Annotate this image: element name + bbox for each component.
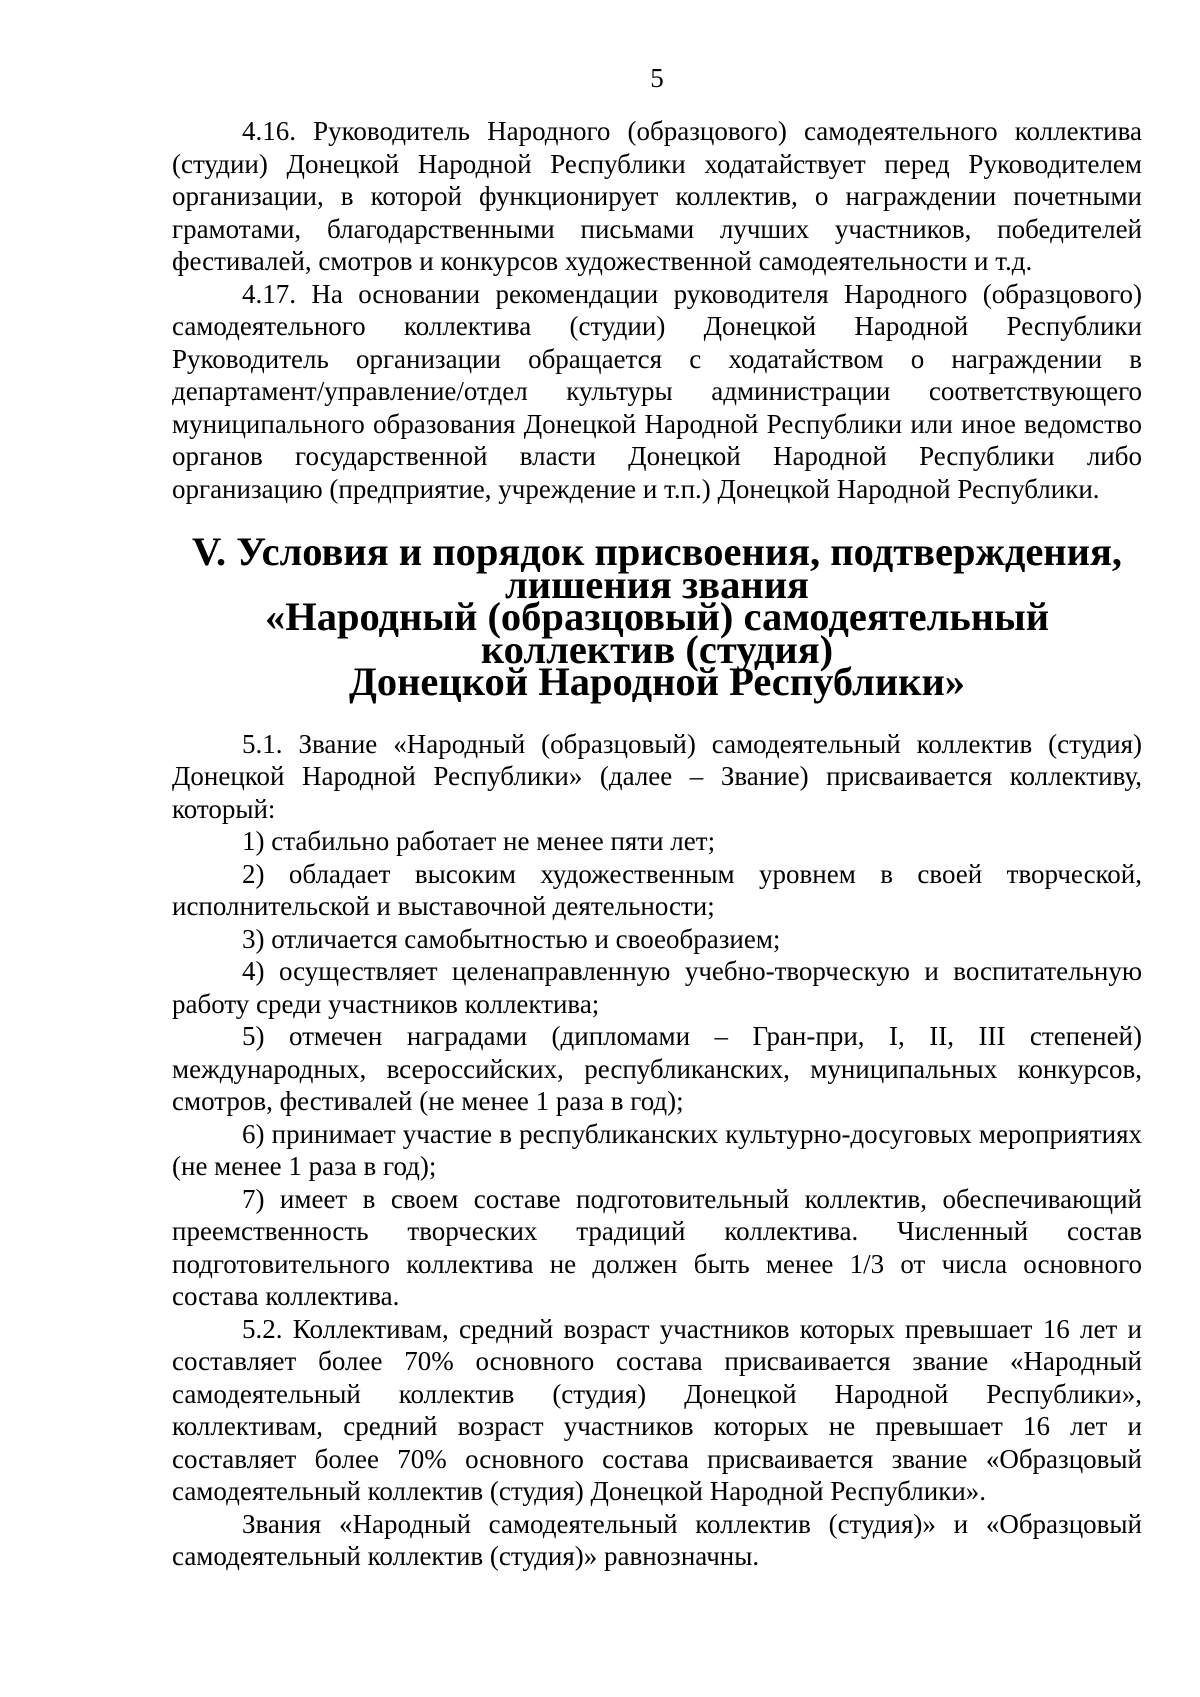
paragraph-5-2: 5.2. Коллективам, средний возраст участников которых превышает 16 лет и составляет более 70% основного состава присваивается звание «Народный самодеятельный коллектив (студия) Донецкой Народной Республики», коллективам, средний возраст участников которых не превышает 16 лет и составляет более 70% основного состава присваивается звание «Образцовый самодеятельный коллектив (студия) Донецкой Народной Республики». bbox=[172, 1313, 1142, 1506]
section-5-heading bbox=[172, 529, 1142, 704]
page-number: 5 bbox=[650, 63, 664, 93]
paragraph-5-1: 5.1. Звание «Народный (образцовый) самодеятельный коллектив (студия) Донецкой Народной Республики» (далее – Звание) присваивается коллективу, который: bbox=[172, 728, 1142, 824]
section-5-heading-line-1: V. Условия и порядок присвоения, подтверждения, лишения звания bbox=[191, 529, 1123, 607]
list-item-7: 7) имеет в своем составе подготовительный коллектив, обеспечивающий преемственность творческих традиций коллектива. Численный состав подготовительного коллектива не должен быть менее 1/3 от числа основного состава коллектива. bbox=[172, 1183, 1142, 1311]
paragraph-4-16: 4.16. Руководитель Народного (образцового) самодеятельного коллектива (студии) Донецкой Народной Республики ходатайствует перед Руководителем организации, в которой функционирует коллектив, о награждении почетными грамотами, благодарственными письмами лучших участников, победителей фестивалей, смотров и конкурсов художественной самодеятельности и т.д. bbox=[172, 116, 1142, 276]
list-item-1: 1) стабильно работает не менее пяти лет; bbox=[242, 826, 716, 856]
list-item-5: 5) отмечен наградами (дипломами – Гран-при, I, II, III степеней) международных, всероссийских, республиканских, муниципальных конкурсов, смотров, фестивалей (не менее 1 раза в год); bbox=[172, 1021, 1142, 1116]
list-item-3: 3) отличается самобытностью и своеобразием; bbox=[242, 923, 781, 954]
paragraph-titles-equivalent: Звания «Народный самодеятельный коллектив (студия)» и «Образцовый самодеятельный коллектив (студия)» равнозначны. bbox=[172, 1508, 1142, 1571]
list-item-2: 2) обладает высоким художественным уровнем в своей творческой, исполнительской и выставочной деятельности; bbox=[172, 858, 1142, 921]
document-page bbox=[172, 62, 1142, 1573]
list-item-6: 6) принимает участие в республиканских культурно-досуговых мероприятиях (не менее 1 раза в год); bbox=[172, 1118, 1142, 1181]
paragraph-4-17: 4.17. На основании рекомендации руководителя Народного (образцового) самодеятельного коллектива (студии) Донецкой Народной Республики Руководитель организации обращается с ходатайством о награждении в департамент/управление/отдел культуры администрации соответствующего муниципального образования Донецкой Народной Республики или иное ведомство органов государственной власти Донецкой Народной Республики либо организацию (предприятие, учреждение и т.п.) Донецкой Народной Республики. bbox=[172, 278, 1142, 504]
section-5-heading-line-2: «Народный (образцовый) самодеятельный коллектив (студия) bbox=[264, 594, 1050, 672]
list-item-4: 4) осуществляет целенаправленную учебно-творческую и воспитательную работу среди участников коллектива; bbox=[172, 956, 1142, 1019]
section-5-heading-line-3: Донецкой Народной Республики» bbox=[348, 659, 966, 704]
